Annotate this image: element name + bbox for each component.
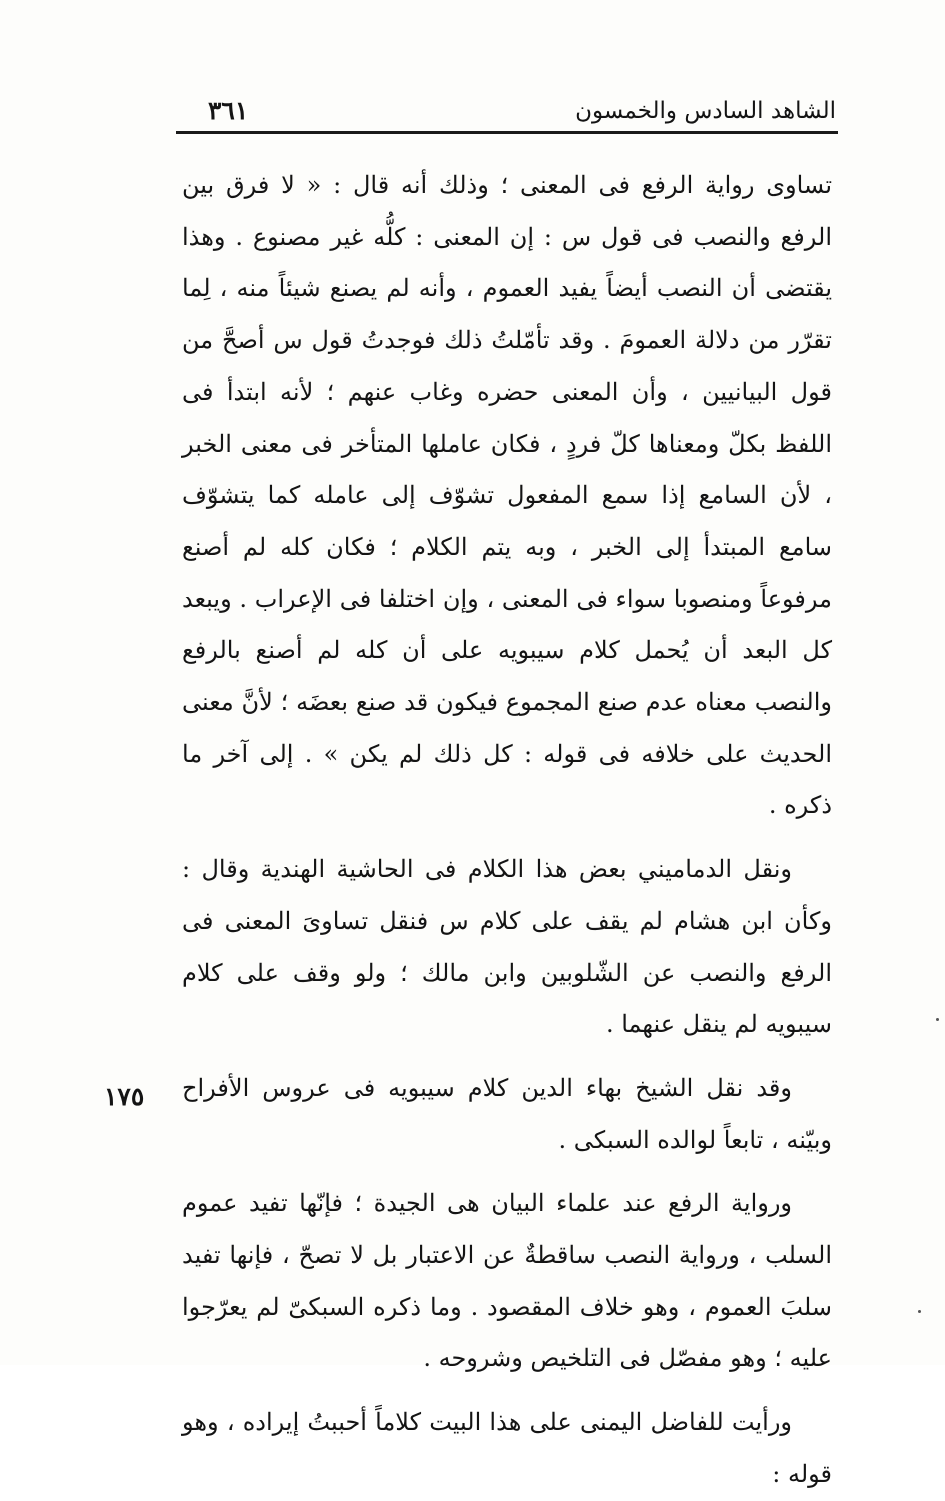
page-number: ٣٦١ bbox=[208, 96, 249, 125]
paragraph-gap bbox=[182, 832, 832, 844]
paragraph-gap bbox=[182, 1385, 832, 1397]
page-header bbox=[176, 96, 836, 130]
running-title: الشاهد السادس والخمسون bbox=[575, 98, 836, 124]
paragraph-1: تساوى رواية الرفع فى المعنى ؛ وذلك أنه قال : « لا فرق بين الرفع والنصب فى قول س : إن المعنى : كلُّه غير مصنوع . وهذا يقتضى أن النصب أيضاً يفيد العموم ، وأنه لم يصنع شيئاً منه ، لِما تقرّر من دلالة العمومَ . وقد تأمّلتُ ذلك فوجدتُ قول س أصحَّ من قول البيانيين ، وأن المعنى حضره وغاب عنهم ؛ لأنه ابتدأ فى اللفظ بكلّ ومعناها كلّ فردٍ ، فكان عاملها المتأخر فى معنى الخبر ، لأن السامع إذا سمع المفعول تشوّف إلى عامله كما يتشوّف سامع المبتدأ إلى الخبر ، وبه يتم الكلام ؛ فكان كله لم أصنع مرفوعاً ومنصوبا سواء فى المعنى ، وإن اختلفا فى الإعراب . ويبعد كل البعد أن يُحمل كلام سيبويه على أن كله لم أصنع بالرفع والنصب معناه عدم صنع المجموع فيكون قد صنع بعضَه ؛ لأنَّ معنى الحديث على خلافه فى قوله : كل ذلك لم يكن » . إلى آخر ما ذكره . bbox=[182, 171, 833, 820]
paragraph-5: ورأيت للفاضل اليمنى على هذا البيت كلاماً أحببتُ إيراده ، وهو قوله : bbox=[182, 1408, 832, 1488]
paragraph-4: ورواية الرفع عند علماء البيان هى الجيدة ؛ فإنّها تفيد عموم السلب ، ورواية النصب ساقطةٌ عن الاعتبار بل لا تصحّ ، فإنها تفيد سلبَ العموم ، وهو خلاف المقصود . وما ذكره السبكىّ لم يعرّجوا عليه ؛ وهو مفصّل فى التلخيص وشروحه . bbox=[182, 1189, 832, 1373]
paragraph-2: ونقل الدماميني بعض هذا الكلام فى الحاشية الهندية وقال : وكأن ابن هشام لم يقف على كلام س فنقل تساوىَ المعنى فى الرفع والنصب عن الشّلوبين وابن مالك ؛ ولو وقف على كلام سيبويه لم ينقل عنهما . bbox=[182, 855, 832, 1039]
paper-speck bbox=[918, 1310, 921, 1313]
header-rule bbox=[176, 131, 838, 134]
paragraph-3: وقد نقل الشيخ بهاء الدين كلام سيبويه فى عروس الأفراح وبيّنه ، تابعاً لوالده السبكى . bbox=[182, 1073, 832, 1154]
paragraph-gap bbox=[182, 1051, 832, 1063]
body-text bbox=[182, 160, 832, 1501]
paper-speck bbox=[936, 1018, 939, 1021]
margin-note: ١٧٥ bbox=[104, 1082, 145, 1111]
paragraph-gap bbox=[182, 1166, 832, 1178]
